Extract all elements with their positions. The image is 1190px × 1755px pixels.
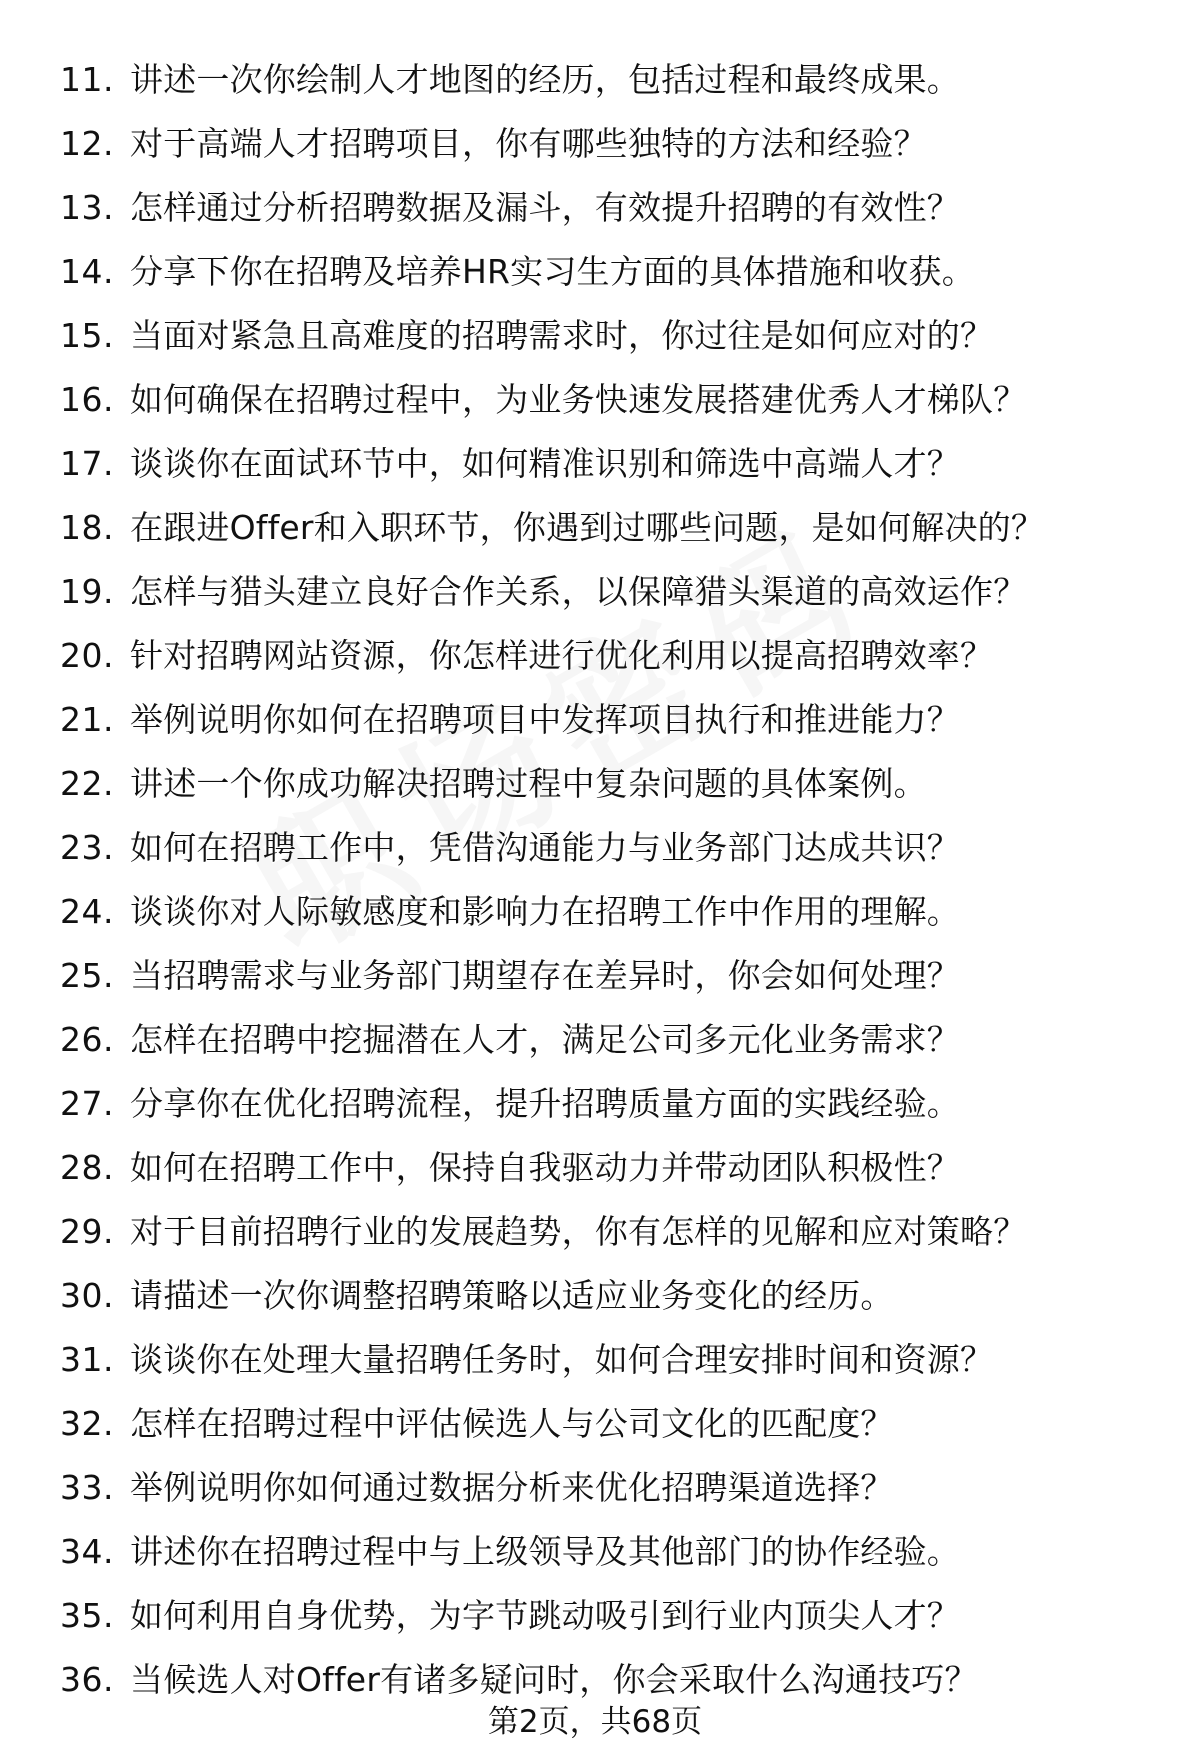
question-number: 28. xyxy=(60,1148,114,1187)
question-text: 举例说明你如何在招聘项目中发挥项目执行和推进能力？ xyxy=(130,700,960,739)
question-text: 怎样与猎头建立良好合作关系，以保障猎头渠道的高效运作？ xyxy=(130,572,1027,611)
question-item xyxy=(60,1328,1170,1392)
question-text: 如何在招聘工作中，凭借沟通能力与业务部门达成共识？ xyxy=(130,828,960,867)
question-number: 25. xyxy=(60,956,114,995)
question-text: 讲述你在招聘过程中与上级领导及其他部门的协作经验。 xyxy=(130,1532,960,1571)
question-item xyxy=(60,1264,1170,1328)
question-item xyxy=(60,752,1170,816)
question-text: 讲述一次你绘制人才地图的经历，包括过程和最终成果。 xyxy=(130,60,960,99)
question-text: 对于目前招聘行业的发展趋势，你有怎样的见解和应对策略？ xyxy=(130,1212,1027,1251)
question-text: 请描述一次你调整招聘策略以适应业务变化的经历。 xyxy=(130,1276,894,1315)
question-number: 17. xyxy=(60,444,114,483)
question-item xyxy=(60,1520,1170,1584)
question-text: 谈谈你在处理大量招聘任务时，如何合理安排时间和资源？ xyxy=(130,1340,994,1379)
question-item xyxy=(60,176,1170,240)
question-number: 18. xyxy=(60,508,114,547)
question-text: 怎样在招聘中挖掘潜在人才，满足公司多元化业务需求？ xyxy=(130,1020,960,1059)
question-number: 11. xyxy=(60,60,114,99)
question-item xyxy=(60,1072,1170,1136)
question-number: 30. xyxy=(60,1276,114,1315)
page-footer: 第2页，共68页 xyxy=(487,1704,703,1740)
question-text: 当候选人对Offer有诸多疑问时，你会采取什么沟通技巧？ xyxy=(130,1660,978,1699)
question-text: 当招聘需求与业务部门期望存在差异时，你会如何处理？ xyxy=(130,956,960,995)
question-number: 13. xyxy=(60,188,114,227)
question-item xyxy=(60,1456,1170,1520)
question-list xyxy=(60,48,1170,1712)
question-text: 如何在招聘工作中，保持自我驱动力并带动团队积极性？ xyxy=(130,1148,960,1187)
question-number: 12. xyxy=(60,124,114,163)
question-number: 21. xyxy=(60,700,114,739)
question-number: 20. xyxy=(60,636,114,675)
question-item xyxy=(60,304,1170,368)
question-text: 分享下你在招聘及培养HR实习生方面的具体措施和收获。 xyxy=(130,252,975,291)
question-number: 26. xyxy=(60,1020,114,1059)
question-number: 16. xyxy=(60,380,114,419)
question-number: 15. xyxy=(60,316,114,355)
question-text: 在跟进Offer和入职环节，你遇到过哪些问题，是如何解决的？ xyxy=(130,508,1045,547)
question-number: 34. xyxy=(60,1532,114,1571)
question-item xyxy=(60,112,1170,176)
question-number: 31. xyxy=(60,1340,114,1379)
question-item xyxy=(60,688,1170,752)
question-item xyxy=(60,368,1170,432)
question-number: 24. xyxy=(60,892,114,931)
question-item xyxy=(60,432,1170,496)
question-item xyxy=(60,1008,1170,1072)
question-number: 23. xyxy=(60,828,114,867)
question-number: 19. xyxy=(60,572,114,611)
question-item xyxy=(60,816,1170,880)
question-item xyxy=(60,624,1170,688)
question-number: 36. xyxy=(60,1660,114,1699)
question-item xyxy=(60,240,1170,304)
question-item xyxy=(60,48,1170,112)
question-text: 讲述一个你成功解决招聘过程中复杂问题的具体案例。 xyxy=(130,764,927,803)
question-item xyxy=(60,944,1170,1008)
question-number: 14. xyxy=(60,252,114,291)
question-number: 22. xyxy=(60,764,114,803)
question-item xyxy=(60,496,1170,560)
question-item xyxy=(60,1584,1170,1648)
question-item xyxy=(60,1200,1170,1264)
question-text: 如何确保在招聘过程中，为业务快速发展搭建优秀人才梯队？ xyxy=(130,380,1027,419)
question-item xyxy=(60,1392,1170,1456)
question-number: 33. xyxy=(60,1468,114,1507)
question-text: 分享你在优化招聘流程，提升招聘质量方面的实践经验。 xyxy=(130,1084,960,1123)
question-item xyxy=(60,880,1170,944)
question-text: 针对招聘网站资源，你怎样进行优化利用以提高招聘效率？ xyxy=(130,636,994,675)
question-text: 谈谈你对人际敏感度和影响力在招聘工作中作用的理解。 xyxy=(130,892,960,931)
question-text: 当面对紧急且高难度的招聘需求时，你过往是如何应对的？ xyxy=(130,316,994,355)
question-number: 27. xyxy=(60,1084,114,1123)
question-number: 29. xyxy=(60,1212,114,1251)
question-text: 对于高端人才招聘项目，你有哪些独特的方法和经验？ xyxy=(130,124,927,163)
question-text: 举例说明你如何通过数据分析来优化招聘渠道选择？ xyxy=(130,1468,894,1507)
question-text: 如何利用自身优势，为字节跳动吸引到行业内顶尖人才？ xyxy=(130,1596,960,1635)
question-number: 32. xyxy=(60,1404,114,1443)
question-text: 怎样在招聘过程中评估候选人与公司文化的匹配度？ xyxy=(130,1404,894,1443)
question-text: 谈谈你在面试环节中，如何精准识别和筛选中高端人才？ xyxy=(130,444,960,483)
question-item xyxy=(60,1136,1170,1200)
question-text: 怎样通过分析招聘数据及漏斗，有效提升招聘的有效性？ xyxy=(130,188,960,227)
question-item xyxy=(60,560,1170,624)
question-number: 35. xyxy=(60,1596,114,1635)
